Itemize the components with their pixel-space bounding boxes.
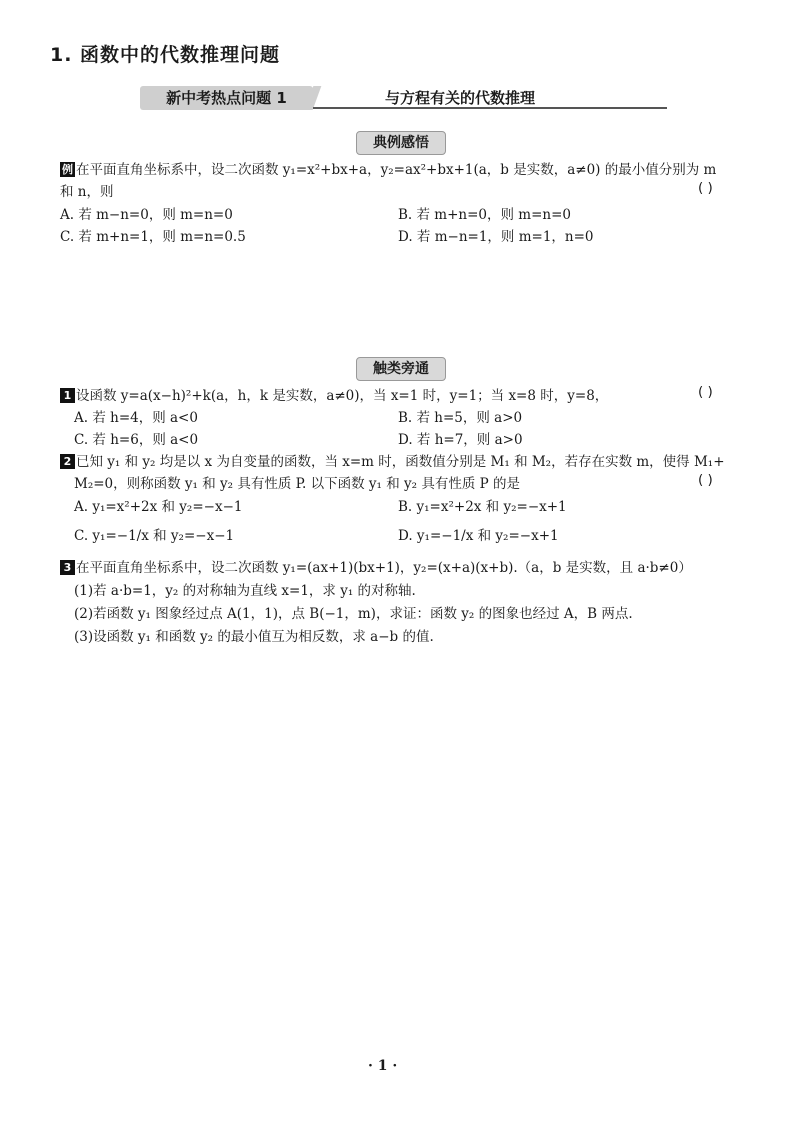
example-option-c: C. 若 m+n=1，则 m=n=0.5: [60, 229, 246, 245]
section-title: 1. 函数中的代数推理问题: [50, 44, 281, 66]
q2-option-a: A. y₁=x²+2x 和 y₂=−x−1: [74, 499, 243, 515]
q2-number: 2: [60, 454, 75, 469]
q1-option-c: C. 若 h=6，则 a<0: [74, 432, 199, 448]
example-heading: 典例感悟: [356, 131, 446, 155]
page-number: · 1 ·: [368, 1058, 398, 1074]
q2-stem-line2: M₂=0，则称函数 y₁ 和 y₂ 具有性质 P. 以下函数 y₁ 和 y₂ 具有性质 P 的是: [74, 476, 521, 492]
q2-stem-line1: 2 已知 y₁ 和 y₂ 均是以 x 为自变量的函数，当 x=m 时，函数值分别是 M₁ 和 M₂，若存在实数 m，使得 M₁+: [60, 450, 725, 470]
q1-answer-paren: ( ): [698, 384, 713, 400]
topic-banner: [140, 86, 667, 112]
q2-option-d: D. y₁=−1/x 和 y₂=−x+1: [398, 528, 559, 544]
q3-sub1: (1)若 a·b=1，y₂ 的对称轴为直线 x=1，求 y₁ 的对称轴.: [74, 583, 416, 599]
practice-heading: 触类旁通: [356, 357, 446, 381]
q2-option-b: B. y₁=x²+2x 和 y₂=−x+1: [398, 499, 567, 515]
example-marker: 例: [62, 163, 73, 176]
banner-label: 新中考热点问题 1: [140, 86, 313, 110]
q1-option-b: B. 若 h=5，则 a>0: [398, 410, 523, 426]
q2-option-c: C. y₁=−1/x 和 y₂=−x−1: [74, 528, 235, 544]
q1-option-d: D. 若 h=7，则 a>0: [398, 432, 523, 448]
q2-answer-paren: ( ): [698, 472, 713, 488]
q3-stem: 3 在平面直角坐标系中，设二次函数 y₁=(ax+1)(bx+1)，y₂=(x+a)(x+b).（a，b 是实数，且 a·b≠0）: [60, 556, 692, 576]
example-option-b: B. 若 m+n=0，则 m=n=0: [398, 207, 572, 223]
example-answer-paren: ( ): [698, 180, 713, 196]
example-stem-line1: 例 在平面直角坐标系中，设二次函数 y₁=x²+bx+a，y₂=ax²+bx+1(a，b 是实数，a≠0) 的最小值分别为 m: [62, 162, 717, 178]
q3-sub2: (2)若函数 y₁ 图象经过点 A(1，1)，点 B(−1，m)，求证：函数 y₂ 的图象也经过 A，B 两点.: [74, 606, 633, 622]
q1-option-a: A. 若 h=4，则 a<0: [74, 410, 198, 426]
banner-topic: 与方程有关的代数推理: [385, 89, 536, 107]
example-option-d: D. 若 m−n=1，则 m=1，n=0: [398, 229, 594, 245]
q1-stem: 1 设函数 y=a(x−h)²+k(a，h，k 是实数，a≠0)，当 x=1 时，y=1；当 x=8 时，y=8，: [60, 384, 608, 404]
q1-number: 1: [60, 388, 75, 403]
q3-sub3: (3)设函数 y₁ 和函数 y₂ 的最小值互为相反数，求 a−b 的值.: [74, 629, 434, 645]
q3-number: 3: [60, 560, 75, 575]
example-stem-line2: 和 n，则: [60, 184, 114, 200]
example-option-a: A. 若 m−n=0，则 m=n=0: [60, 207, 233, 223]
